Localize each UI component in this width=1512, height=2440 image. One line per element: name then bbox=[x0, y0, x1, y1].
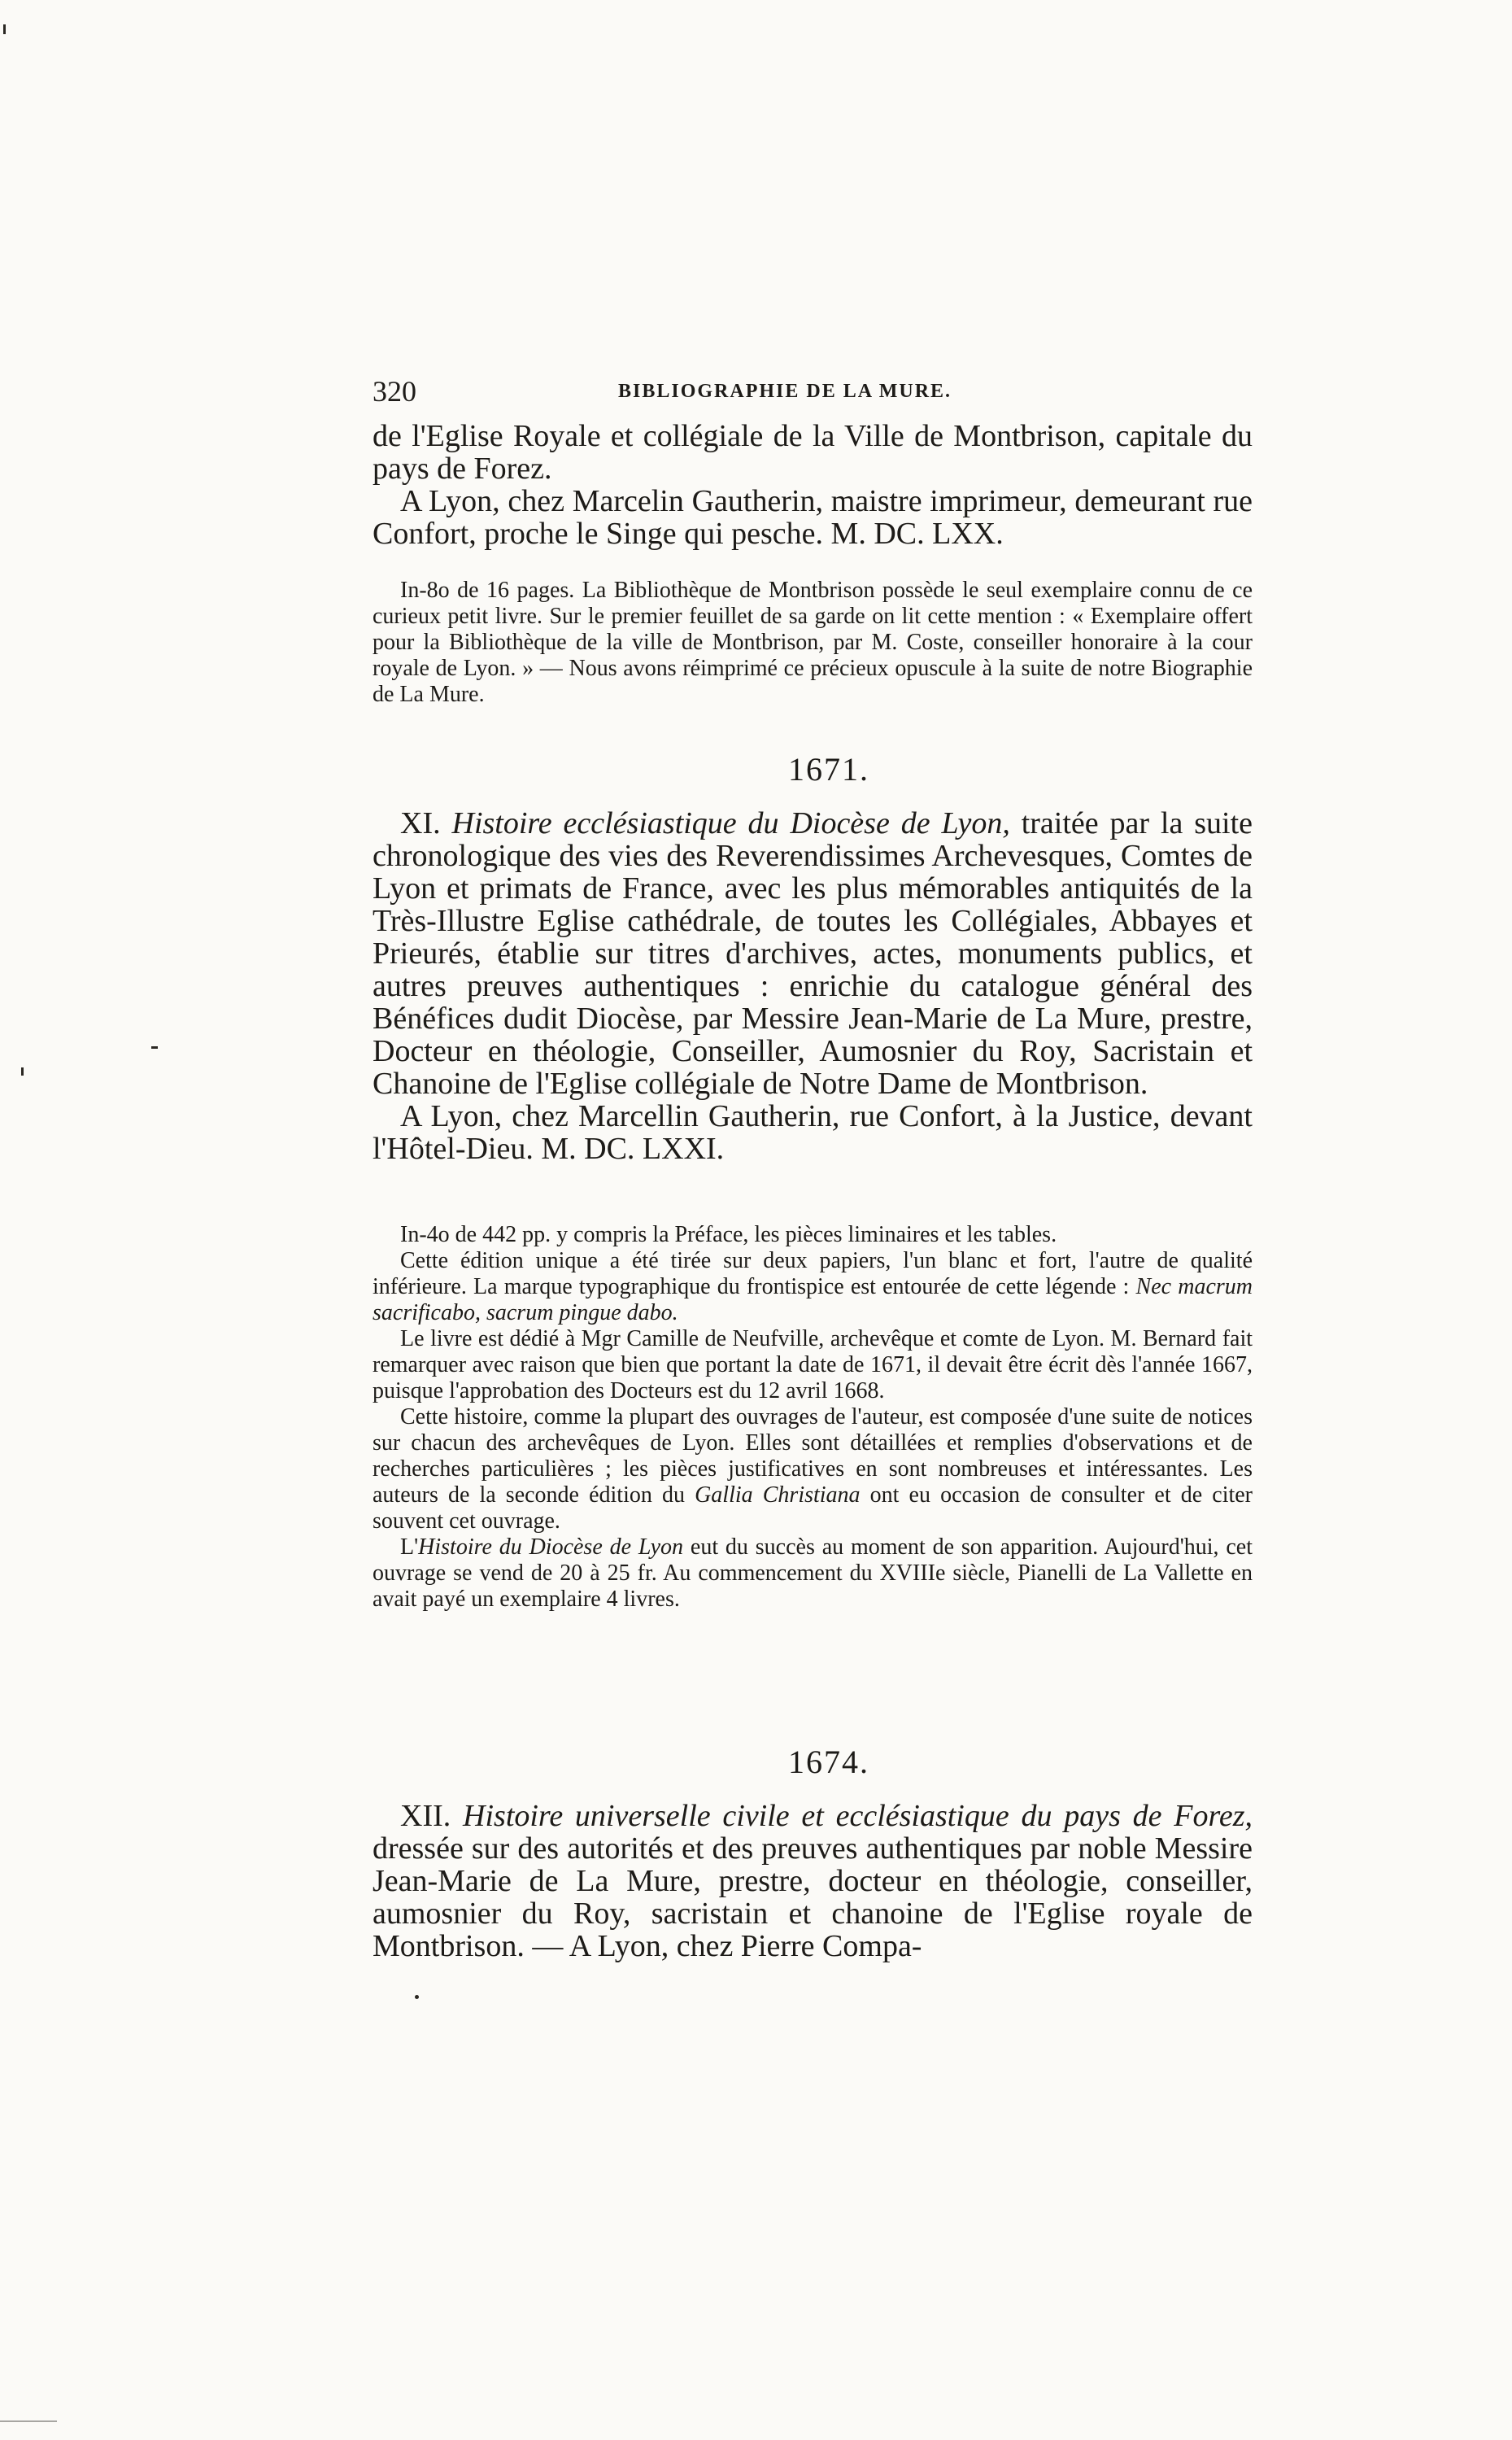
note-x bbox=[373, 578, 1253, 708]
note-xi-gallia: Gallia Christiana bbox=[695, 1482, 861, 1508]
year-heading-1674 bbox=[373, 1743, 1253, 1781]
entry-xi-text bbox=[373, 807, 1253, 1100]
note-xi-dedication: Le livre est dédié à Mgr Camille de Neufville, archevêque et comte de Lyon. M. Bernard fait remarquer avec raison que bien que portant la date de 1671, il devait être écrit dès l'année 1667, puisque l'approbation des Docteurs est du 12 avril 1668. bbox=[373, 1326, 1253, 1403]
entry-xii-number: XII. bbox=[400, 1799, 451, 1833]
running-title: BIBLIOGRAPHIE DE LA MURE. bbox=[618, 381, 952, 402]
note-xi-success-prefix: L' bbox=[400, 1534, 419, 1560]
entry-x-imprint: A Lyon, chez Marcelin Gautherin, maistre imprimeur, demeurant rue Confort, proche le Singe qui pesche. M. DC. LXX. bbox=[373, 484, 1253, 551]
note-x-text: In-8o de 16 pages. La Bibliothèque de Montbrison possède le seul exemplaire connu de ce curieux petit livre. Sur le premier feuillet de sa garde on lit cette mention : « Exemplaire offert pour la Bibliothèque de la ville de Montbrison, par M. Coste, conseiller honoraire à la cour royale de Lyon. » — Nous avons réimprimé ce précieux opuscule à la suite de notre Biographie de La Mure. bbox=[373, 578, 1253, 707]
entry-xi-number: XI. bbox=[400, 806, 441, 840]
entry-xi-title: Histoire ecclésiastique du Diocèse de Lyon, bbox=[451, 806, 1010, 840]
note-xi-content bbox=[373, 1404, 1253, 1534]
scan-speck bbox=[21, 1067, 24, 1076]
note-xi-format: In-4o de 442 pp. y compris la Préface, les pièces liminaires et les tables. bbox=[400, 1222, 1057, 1247]
note-xi-edition-text: Cette édition unique a été tirée sur deux papiers, l'un blanc et fort, l'autre de qualité inférieure. La marque typographique du frontispice est entourée de cette légende : bbox=[373, 1248, 1253, 1299]
year-1671: 1671. bbox=[788, 751, 869, 788]
page-number: 320 bbox=[373, 375, 416, 408]
note-xi-success-text: eut du succès au moment de son apparition. Aujourd'hui, cet ouvrage se vend de 20 à 25 fr. Au commencement du XVIIIe siècle, Pianelli de La Vallette en avait payé un exemplaire 4 livres. bbox=[373, 1534, 1253, 1612]
note-xi-motto: Nec macrum sacrificabo, sacrum pingue dabo. bbox=[373, 1274, 1253, 1325]
note-xi-edition bbox=[373, 1248, 1253, 1326]
entry-xi bbox=[373, 807, 1253, 1165]
note-xi bbox=[373, 1222, 1253, 1613]
note-xi-success bbox=[373, 1534, 1253, 1613]
entry-xii-title: Histoire universelle civile et ecclésiastique du pays de Forez, bbox=[463, 1799, 1253, 1833]
note-xi-success-title: Histoire du Diocèse de Lyon bbox=[418, 1534, 684, 1560]
scan-speck bbox=[151, 1046, 158, 1049]
year-1674: 1674. bbox=[788, 1744, 869, 1780]
entry-x-title-tail: de l'Eglise Royale et collégiale de la Ville de Montbrison, capitale du pays de Forez. bbox=[373, 419, 1253, 486]
entry-xi-description: traitée par la suite chronologique des vies des Reverendissimes Archevesques, Comtes de Lyon et primats de France, avec les plus mémorables antiquités de la Très-Illustre Eglise cathédrale, de toutes les Collégiales, Abbayes et Prieurés, établie sur titres d'archives, actes, monuments publics, et autres preuves authentiques : enrichie du catalogue général des Bénéfices dudit Diocèse, par Messire Jean-Marie de La Mure, prestre, Docteur en théologie, Conseiller, Aumosnier du Roy, Sacristain et Chanoine de l'Eglise collégiale de Notre Dame de Montbrison. bbox=[373, 806, 1253, 1101]
scan-speck bbox=[415, 1995, 419, 1999]
entry-x-tail bbox=[373, 420, 1253, 550]
note-xi-content-a: Cette histoire, comme la plupart des ouvrages de l'auteur, est composée d'une suite de notices sur chacun des archevêques de Lyon. Elles sont détaillées et remplies d'observations et de recherches particulières ; les pièces justificatives en sont nombreuses et intéressantes. Les auteurs de la seconde édition du bbox=[373, 1404, 1253, 1508]
entry-xii-description: dressée sur des autorités et des preuves authentiques par noble Messire Jean-Marie de La Mure, prestre, docteur en théologie, conseiller, aumosnier du Roy, sacristain et chanoine de l'Eglise royale de Montbrison. — A Lyon, chez Pierre Compa- bbox=[373, 1831, 1253, 1963]
entry-xii-text bbox=[373, 1800, 1253, 1962]
entry-xi-imprint: A Lyon, chez Marcellin Gautherin, rue Confort, à la Justice, devant l'Hôtel-Dieu. M. DC. LXXI. bbox=[373, 1099, 1253, 1166]
scan-speck bbox=[3, 24, 6, 34]
note-xi-content-b: ont eu occasion de consulter et de citer souvent cet ouvrage. bbox=[373, 1482, 1253, 1534]
entry-xii bbox=[373, 1800, 1253, 1962]
year-heading-1671 bbox=[373, 750, 1253, 788]
scan-edge-line bbox=[0, 2420, 57, 2422]
running-head bbox=[373, 374, 1253, 410]
